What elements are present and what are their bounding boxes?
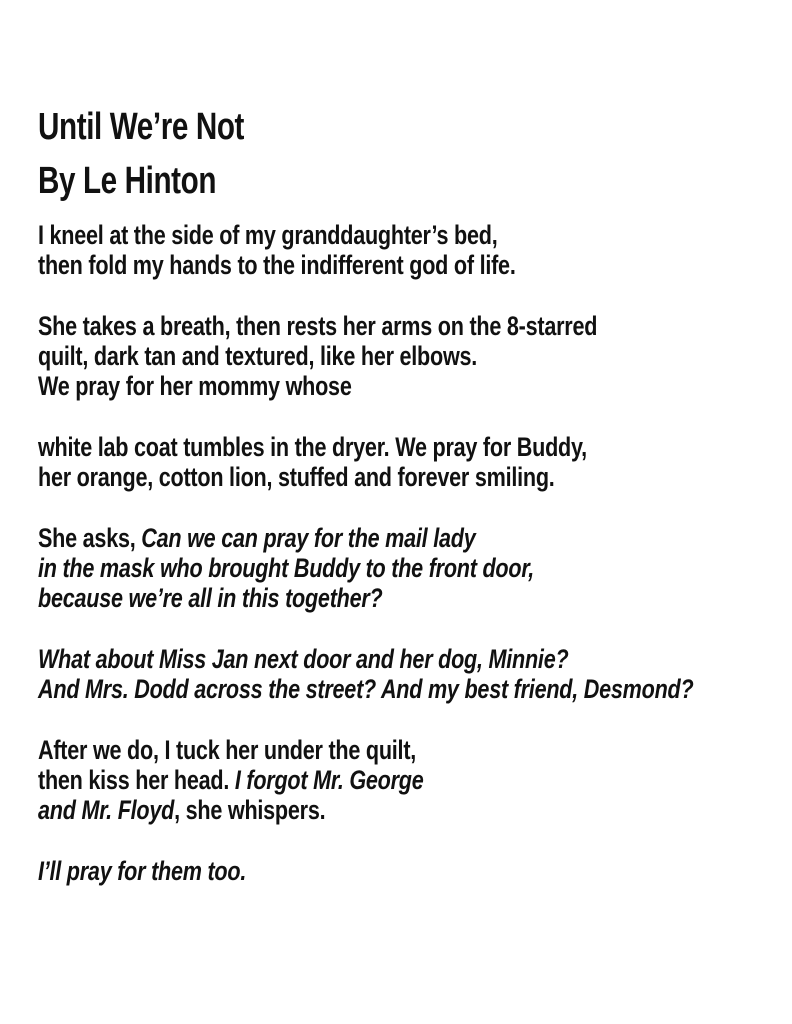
text-segment: her orange, cotton lion, stuffed and forever smiling. (38, 462, 555, 492)
italic-text-segment: in the mask who brought Buddy to the front door, (38, 553, 535, 583)
poem-body (38, 220, 778, 886)
italic-text-segment: Can we can pray for the mail lady (141, 523, 476, 553)
text-segment: After we do, I tuck her under the quilt, (38, 735, 417, 765)
stanza (38, 644, 778, 704)
poem-line (38, 765, 630, 795)
poem-line (38, 432, 630, 462)
stanza (38, 432, 778, 492)
stanza (38, 220, 778, 280)
poem-line (38, 462, 630, 492)
poem-line (38, 674, 694, 704)
stanza (38, 523, 778, 613)
text-segment: then kiss her head. (38, 765, 235, 795)
poem-byline: By Le Hinton (38, 160, 217, 202)
italic-text-segment: because we’re all in this together? (38, 583, 383, 613)
poem-line (38, 583, 630, 613)
stanza (38, 856, 778, 886)
poem-line (38, 523, 630, 553)
poem-line (38, 735, 630, 765)
poem-line (38, 856, 630, 886)
text-segment: then fold my hands to the indifferent god of life. (38, 250, 516, 280)
text-segment: , she whispers. (174, 795, 326, 825)
text-segment: She asks, (38, 523, 142, 553)
poem-line (38, 341, 630, 371)
text-segment: white lab coat tumbles in the dryer. We pray for Buddy, (38, 432, 587, 462)
poem-line (38, 644, 630, 674)
poem-page (38, 100, 778, 917)
stanza (38, 311, 778, 401)
poem-title: Until We’re Not (38, 106, 245, 148)
text-segment: We pray for her mommy whose (38, 371, 352, 401)
stanza (38, 735, 778, 825)
text-segment: She takes a breath, then rests her arms on the 8-starred (38, 311, 598, 341)
poem-line (38, 311, 630, 341)
poem-line (38, 371, 630, 401)
italic-text-segment: What about Miss Jan next door and her dog, Minnie? (38, 644, 569, 674)
text-segment: I kneel at the side of my granddaughter’s bed, (38, 220, 498, 250)
poem-line (38, 220, 630, 250)
text-segment: quilt, dark tan and textured, like her elbows. (38, 341, 478, 371)
italic-text-segment: I forgot Mr. George (234, 765, 424, 795)
poem-line (38, 553, 630, 583)
poem-line (38, 795, 630, 825)
italic-text-segment: I’ll pray for them too. (38, 856, 247, 886)
poem-line (38, 250, 630, 280)
italic-text-segment: and Mr. Floyd (38, 795, 175, 825)
italic-text-segment: And Mrs. Dodd across the street? And my best friend, Desmond? (38, 674, 694, 704)
